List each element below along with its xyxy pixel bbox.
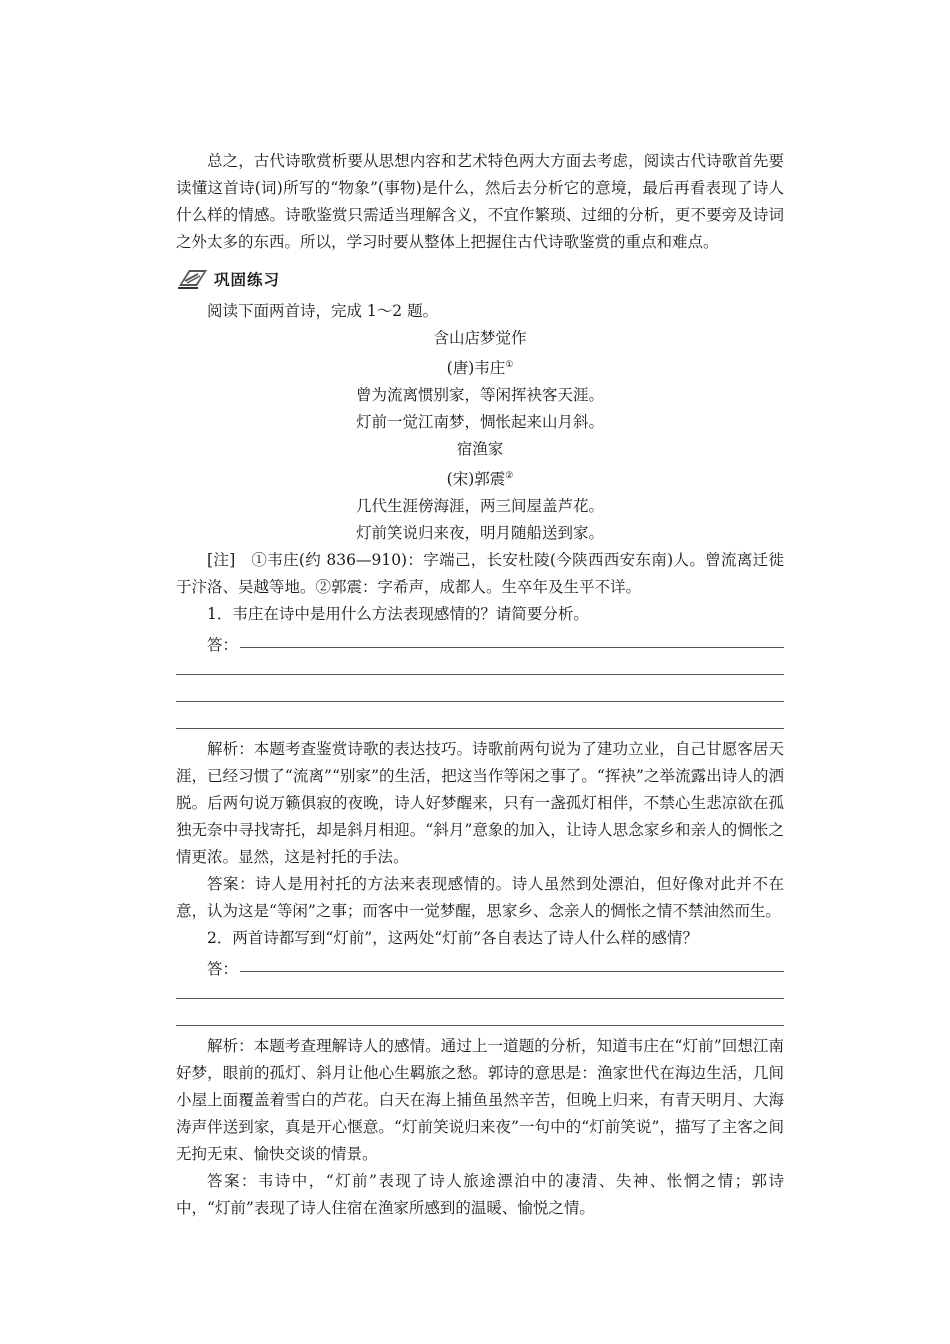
- answer-area-1[interactable]: [176, 628, 784, 736]
- poem2-line1: 几代生涯傍海涯，两三间屋盖芦花。: [355, 497, 604, 516]
- section-title: 巩固练习: [214, 271, 281, 289]
- poem1-line2: 灯前一觉江南梦，惆怅起来山月斜。: [355, 413, 604, 432]
- answer-text-2: 答案：韦诗中，“灯前”表现了诗人旅途漂泊中的凄清、失神、怅惘之情；郭诗中，“灯前”表现了诗人住宿在渔家所感到的温暖、愉悦之情。: [176, 1172, 784, 1218]
- poem2-line2: 灯前笑说归来夜，明月随船送到家。: [355, 524, 604, 543]
- poem2-author: [176, 463, 784, 493]
- pencil-book-icon: [176, 266, 210, 292]
- answer-line: [176, 673, 784, 675]
- document-page: [176, 148, 784, 1222]
- poem1-author-name: (唐)韦庄: [446, 359, 506, 378]
- instruction-text: 阅读下面两首诗，完成 1～2 题。: [207, 302, 439, 320]
- answer-line: [240, 970, 784, 972]
- question-2: 2．两首诗都写到“灯前”，这两处“灯前”各自表达了诗人什么样的感情？: [207, 929, 699, 948]
- poem2-author-note: ②: [505, 471, 514, 482]
- poem1-title: 含山店梦觉作: [433, 329, 527, 347]
- section-header: [176, 262, 784, 296]
- analysis-1: 解析：本题考查鉴赏诗歌的表达技巧。诗歌前两句说为了建功立业，自己甘愿客居天涯，已经习惯了“流离”“别家”的生活，把这当作等闲之事了。“挥袂”之举流露出诗人的洒脱。后两句说万籁俱寂的夜晚，诗人好梦醒来，只有一盏孤灯相伴，不禁心生悲凉欲在孤独无奈中寻找寄托，却是斜月相迎。“斜月”意象的加入，让诗人思念家乡和亲人的惆怅之情更浓。显然，这是衬托的手法。: [176, 740, 784, 867]
- poem2-author-name: (宋)郭震: [446, 470, 506, 489]
- analysis-2: 解析：本题考查理解诗人的感情。通过上一道题的分析，知道韦庄在“灯前”回想江南好梦，眼前的孤灯、斜月让他心生羁旅之愁。郭诗的意思是：渔家世代在海边生活，几间小屋上面覆盖着雪白的芦花。白天在海上捕鱼虽然辛苦，但晚上归来，有青天明月、大海涛声伴送到家，真是开心惬意。“灯前笑说归来夜”一句中的“灯前笑说”，描写了主客之间无拘无束、愉快交谈的情景。: [176, 1037, 784, 1164]
- answer-area-2[interactable]: [176, 952, 784, 1033]
- answer-line: [176, 997, 784, 999]
- poem1-author: [176, 352, 784, 382]
- answer-line: [176, 1024, 784, 1026]
- footnote: [注] ①韦庄(约 836—910)：字端己，长安杜陵(今陕西西安东南)人。曾流离迁徙于汴洛、吴越等地。②郭震：字希声，成都人。生卒年及生平不详。: [176, 551, 784, 597]
- answer-line: [240, 646, 784, 648]
- poem1-line1: 曾为流离惯别家，等闲挥袂客天涯。: [355, 386, 604, 405]
- answer-label-2: 答：: [207, 960, 239, 979]
- poem1-author-note: ①: [505, 360, 514, 370]
- answer-label-1: 答：: [207, 636, 239, 655]
- answer-text-1: 答案：诗人是用衬托的方法来表现感情的。诗人虽然到处漂泊，但好像对此并不在意，认为这是“等闲”之事；而客中一觉梦醒，思家乡、念亲人的惆怅之情不禁油然而生。: [176, 875, 784, 921]
- answer-line: [176, 700, 784, 702]
- poem2-title: 宿渔家: [456, 440, 504, 459]
- intro-paragraph: 总之，古代诗歌赏析要从思想内容和艺术特色两大方面去考虑，阅读古代诗歌首先要读懂这首诗(词)所写的“物象”(事物)是什么，然后去分析它的意境，最后再看表现了诗人什么样的情感。诗歌鉴赏只需适当理解含义，不宜作繁琐、过细的分析，更不要旁及诗词之外太多的东西。所以，学习时要从整体上把握住古代诗歌鉴赏的重点和难点。: [176, 152, 784, 251]
- answer-line: [176, 727, 784, 729]
- question-1: 1．韦庄在诗中是用什么方法表现感情的？请简要分析。: [207, 605, 589, 624]
